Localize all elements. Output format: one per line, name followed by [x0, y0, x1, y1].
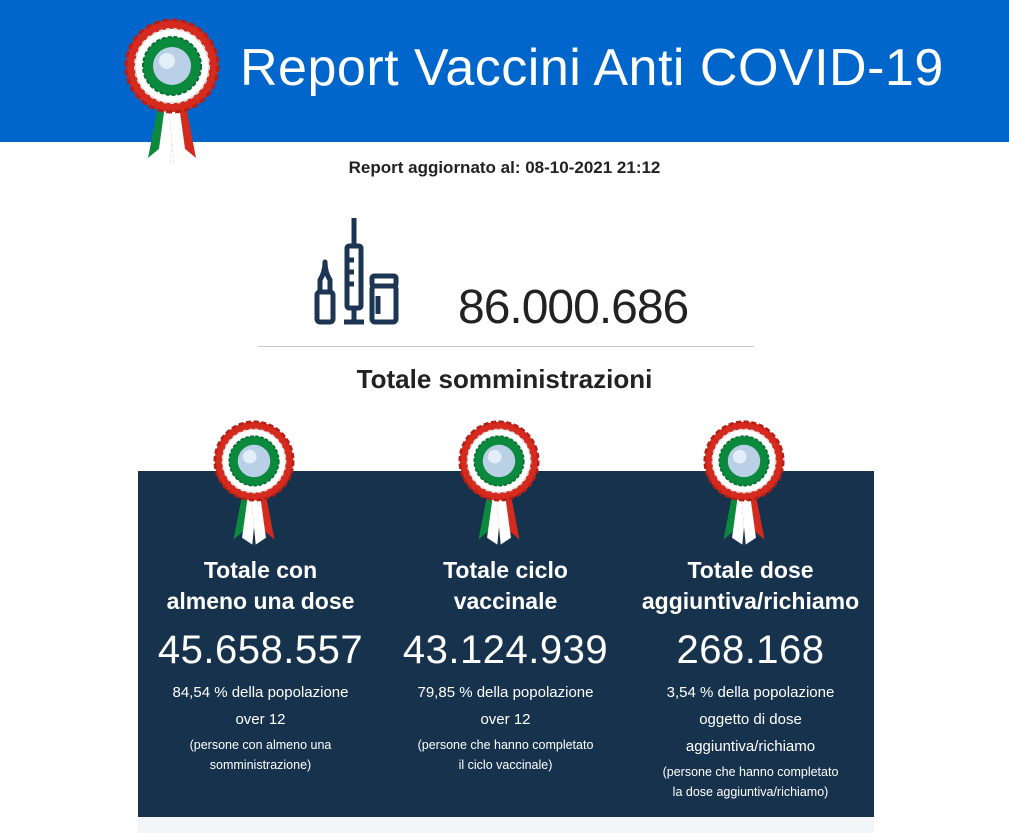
- page-header: [0, 0, 1009, 142]
- total-administrations-value: 86.000.686: [458, 281, 689, 334]
- italian-rosette-icon: [120, 18, 224, 168]
- divider: [258, 346, 754, 347]
- stat-value: 45.658.557: [157, 628, 364, 672]
- italian-rosette-icon: [208, 420, 300, 548]
- stat-title: Totale dose aggiuntiva/richiamo: [641, 557, 860, 614]
- total-administrations-label: Totale somministrazioni: [356, 364, 653, 394]
- stat-note: (persone che hanno completato la dose aggiuntiva/richiamo): [662, 765, 839, 799]
- stat-description: 84,54 % della popolazione over 12: [172, 684, 349, 728]
- stat-title: Totale ciclo vaccinale: [443, 557, 568, 614]
- stat-description: 3,54 % della popolazione oggetto di dose aggiuntiva/richiamo: [666, 684, 835, 755]
- stat-full-vaccination-cycle: [383, 555, 628, 775]
- panel-footer-strip: [138, 817, 874, 833]
- stat-at-least-one-dose: [138, 555, 383, 775]
- stat-value: 268.168: [676, 628, 825, 672]
- page-title: Report Vaccini Anti COVID-19: [240, 39, 944, 97]
- report-updated-timestamp: Report aggiornato al: 08-10-2021 21:12: [348, 158, 661, 177]
- stat-note: (persone con almeno una somministrazione): [189, 738, 332, 772]
- italian-rosette-icon: [698, 420, 790, 548]
- stat-title: Totale con almeno una dose: [166, 557, 355, 614]
- stat-value: 43.124.939: [402, 628, 609, 672]
- italian-rosette-icon: [453, 420, 545, 548]
- vaccine-syringe-vials-icon: [312, 214, 402, 331]
- stat-note: (persone che hanno completato il ciclo vaccinale): [417, 738, 594, 772]
- stat-additional-booster-dose: [628, 555, 873, 802]
- stat-description: 79,85 % della popolazione over 12: [417, 684, 594, 728]
